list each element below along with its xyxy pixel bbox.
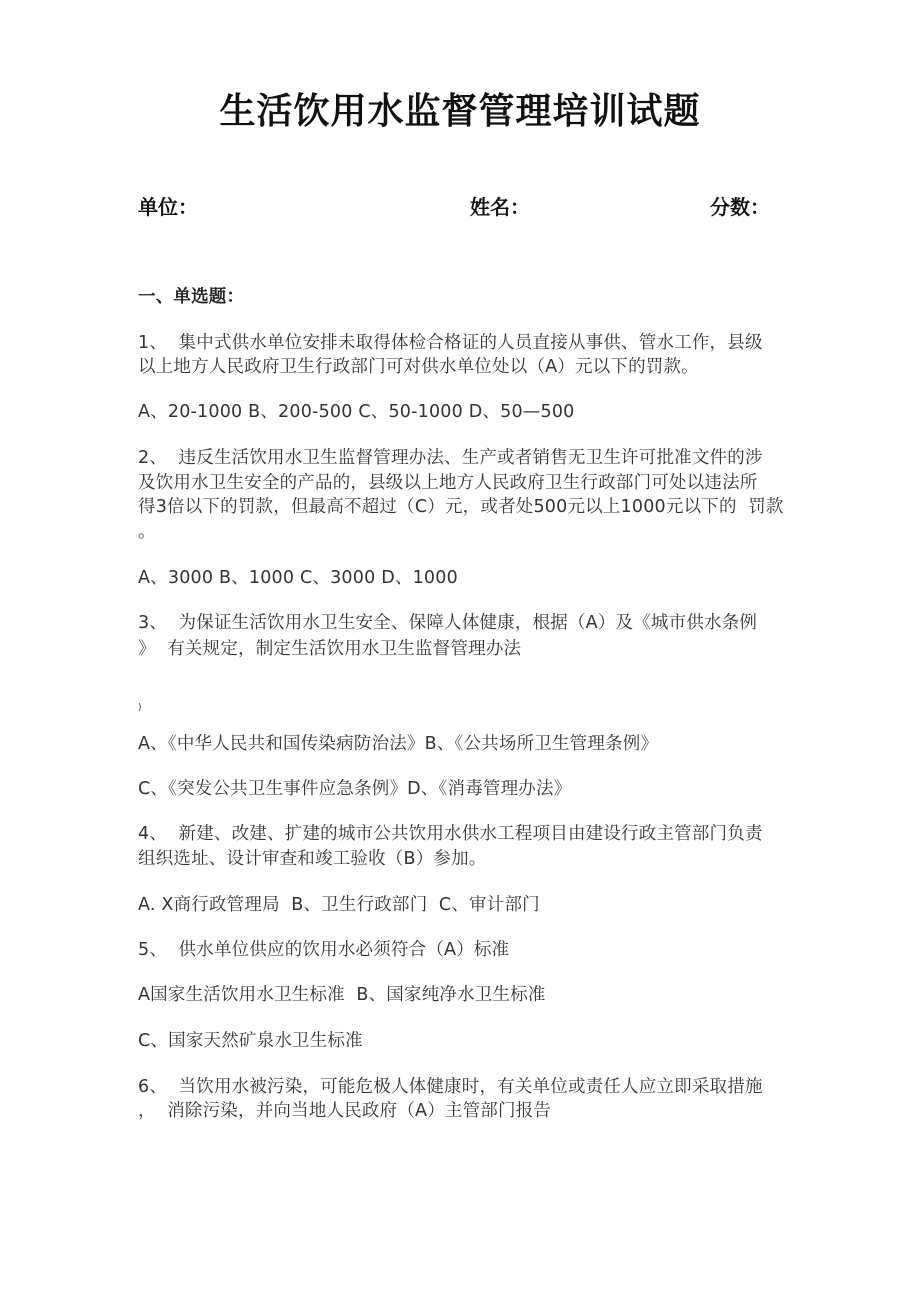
question-3-options: C、《突发公共卫生事件应急条例》D、《消毒管理办法》 <box>138 779 572 799</box>
score-label: 分数： <box>710 195 770 219</box>
name-label: 姓名： <box>470 195 530 219</box>
question-5-options: C、国家天然矿泉水卫生标准 <box>138 1031 363 1051</box>
question-1-options: A、20-1000 B、200-500 C、50-1000 D、50—500 <box>138 402 575 422</box>
question-5-options: A国家生活饮用水卫生标准 B、国家纯净水卫生标准 <box>138 985 546 1005</box>
question-3-line: 3、 为保证生活饮用水卫生安全、保障人体健康，根据（A）及《城市供水条例 <box>138 613 758 633</box>
question-4-options: A. X商行政管理局 B、卫生行政部门 C、审计部门 <box>138 895 540 915</box>
question-5-line: 5、 供水单位供应的饮用水必须符合（A）标准 <box>138 940 510 960</box>
question-1-line: 1、 集中式供水单位安排未取得体检合格证的人员直接从事供、管水工作，县级 <box>138 333 763 353</box>
question-2-options: A、3000 B、1000 C、3000 D、1000 <box>138 568 458 588</box>
question-2-line: 得3倍以下的罚款，但最高不超过（C）元，或者处500元以上1000元以下的 罚款 <box>138 497 784 517</box>
question-1-line: 以上地方人民政府卫生行政部门可对供水单位处以（A）元以下的罚款。 <box>138 357 699 377</box>
question-3-line: 》 有关规定，制定生活饮用水卫生监督管理办法 <box>138 639 522 659</box>
question-6-line: 6、 当饮用水被污染，可能危极人体健康时，有关单位或责任人应立即采取措施 <box>138 1077 763 1097</box>
page-title: 生活饮用水监督管理培训试题 <box>219 91 701 132</box>
unit-label: 单位： <box>138 195 198 219</box>
question-6-line: ， 消除污染，并向当地人民政府（A）主管部门报告 <box>138 1101 552 1121</box>
question-4-line: 4、 新建、改建、扩建的城市公共饮用水供水工程项目由建设行政主管部门负责 <box>138 824 763 844</box>
question-2-line: 。 <box>138 522 156 542</box>
stray-mark: ) <box>138 703 142 713</box>
question-4-line: 组织选址、设计审查和竣工验收（B）参加。 <box>138 849 487 869</box>
question-2-line: 2、 违反生活饮用水卫生监督管理办法、生产或者销售无卫生许可批准文件的涉 <box>138 448 763 468</box>
question-2-line: 及饮用水卫生安全的产品的，县级以上地方人民政府卫生行政部门可处以违法所 <box>138 473 758 493</box>
question-3-options: A、《中华人民共和国传染病防治法》B、《公共场所卫生管理条例》 <box>138 734 659 754</box>
section-heading: 一、单选题： <box>138 287 245 307</box>
